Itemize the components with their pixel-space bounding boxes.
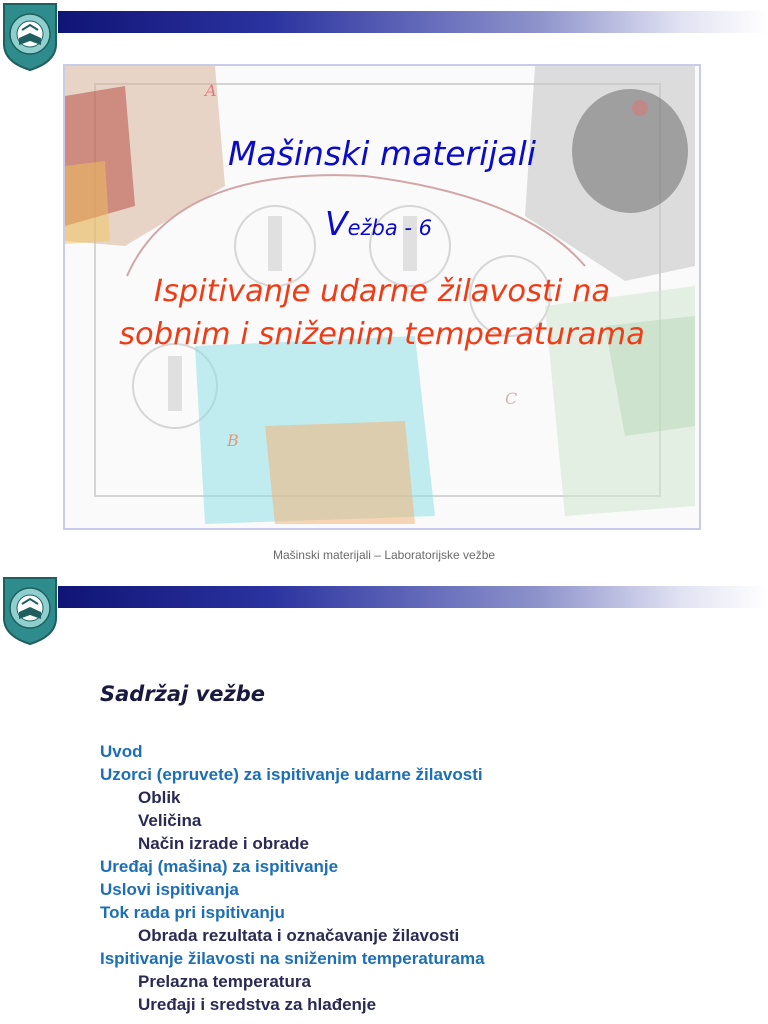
diagram-letter-a: A [205,81,217,100]
contents-slide [0,572,768,1024]
contents-heading: Sadržaj vežbe [100,682,266,706]
diagram-letter-b: B [227,431,239,450]
diagram-letter-c: C [505,389,518,408]
exercise-label: ežba - 6 [347,216,433,240]
contents-item: Uređaj (mašina) za ispitivanje [100,857,339,876]
title-graphic-frame [63,64,701,530]
contents-item: Uzorci (epruvete) za ispitivanje udarne žilavosti [100,765,483,784]
university-crest-icon [0,574,60,646]
contents-subitem: Oblik [138,788,181,807]
contents-subitem: Prelazna temperatura [138,972,311,991]
contents-item: Uslovi ispitivanja [100,880,239,899]
contents-subitem: Obrada rezultata i označavanje žilavosti [138,926,460,945]
contents-item: Uvod [100,742,143,761]
exercise-number [325,204,432,243]
contents-list [100,740,485,1016]
course-title: Mašinski materijali [227,134,536,173]
contents-subitem: Način izrade i obrade [138,834,309,853]
exercise-topic-line-1: Ispitivanje udarne žilavosti na [153,274,611,309]
header-banner [58,586,768,608]
exercise-topic-line-2: sobnim i sniženim temperaturama [119,317,645,352]
slide-footer: Mašinski materijali – Laboratorijske vežbe [272,548,496,562]
contents-subitem: Veličina [138,811,202,830]
exercise-initial: V [325,204,348,243]
header-banner [58,11,768,33]
contents-subitem: Uređaji i sredstva za hlađenje [138,995,377,1014]
contents-item: Tok rada pri ispitivanju [100,903,285,922]
contents-item: Ispitivanje žilavosti na sniženim temperaturama [100,949,485,968]
exercise-topic [65,270,699,356]
university-crest-icon [0,0,60,72]
